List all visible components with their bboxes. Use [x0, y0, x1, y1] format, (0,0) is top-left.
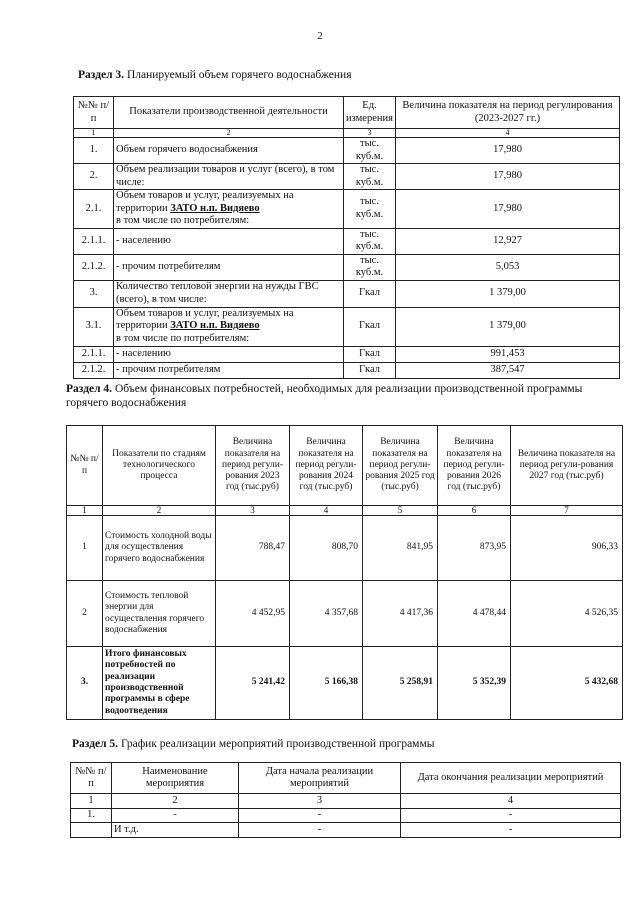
value-2025: 4 417,36	[363, 581, 438, 647]
section3-title	[78, 68, 352, 82]
table-row-total	[67, 647, 623, 720]
table-row	[74, 190, 620, 229]
col-num: 4	[290, 506, 363, 516]
col-num: 5	[363, 506, 438, 516]
table-row	[74, 307, 620, 346]
table-row	[74, 228, 620, 254]
column-number-row	[67, 506, 623, 516]
header-2025: Величина показателя на период регули-рования 2025 год (тыс.руб)	[363, 426, 438, 506]
col-num: 3	[344, 129, 396, 138]
section5-title	[72, 737, 434, 751]
row-no: 2.1.	[74, 190, 114, 229]
column-number-row	[74, 129, 620, 138]
table-row	[74, 164, 620, 190]
value-2027: 4 526,35	[511, 581, 623, 647]
table-row	[67, 516, 623, 581]
table-row	[74, 280, 620, 307]
col-num: 6	[438, 506, 511, 516]
row-no: 3.	[67, 647, 103, 720]
row-value: 12,927	[396, 228, 620, 254]
table-row	[74, 362, 620, 378]
header-indicator: Показатели по стадиям технологического процесса	[103, 426, 216, 506]
row-end: -	[401, 809, 621, 823]
value-2023: 788,47	[216, 516, 290, 581]
section5-title-text: График реализации мероприятий производственной программы	[118, 738, 435, 750]
col-num: 2	[112, 794, 239, 809]
header-2024: Величина показателя на период регули-рования 2024 год (тыс.руб)	[290, 426, 363, 506]
row-unit: Гкал	[344, 346, 396, 362]
section4-title	[66, 382, 622, 410]
table-row	[74, 138, 620, 164]
territory-name: ЗАТО н.п. Видяево	[170, 202, 260, 214]
table-row	[74, 346, 620, 362]
row-value: 17,980	[396, 164, 620, 190]
row-name-text: Объем товаров и услуг, реализуемых на территории	[116, 307, 294, 332]
row-name: Стоимость тепловой энергии для осуществления горячего водоснабжения	[103, 581, 216, 647]
row-start: -	[239, 809, 401, 823]
header-no: №№ п/п	[67, 426, 103, 506]
col-num: 4	[396, 129, 620, 138]
row-unit: тыс. куб.м.	[344, 228, 396, 254]
header-end-date: Дата окончания реализации мероприятий	[401, 763, 621, 794]
value-2026: 5 352,39	[438, 647, 511, 720]
value-2027: 5 432,68	[511, 647, 623, 720]
row-name-sub: в том числе по потребителям:	[116, 332, 250, 344]
row-value: 1 379,00	[396, 280, 620, 307]
col-num: 3	[239, 794, 401, 809]
row-unit: тыс. куб.м.	[344, 138, 396, 164]
header-indicator: Показатели производственной деятельности	[114, 97, 344, 129]
row-no	[71, 823, 112, 838]
section4-table	[66, 425, 623, 720]
column-number-row	[71, 794, 621, 809]
table-row	[67, 581, 623, 647]
table-row	[74, 254, 620, 280]
row-no: 2.1.1.	[74, 228, 114, 254]
section3-table	[73, 96, 620, 379]
row-start: -	[239, 823, 401, 838]
table-row	[71, 809, 621, 823]
row-name: - прочим потребителям	[114, 254, 344, 280]
table-header-row	[67, 426, 623, 506]
row-name: Объем горячего водоснабжения	[114, 138, 344, 164]
value-2025: 841,95	[363, 516, 438, 581]
col-num: 3	[216, 506, 290, 516]
header-unit: Ед. измерения	[344, 97, 396, 129]
row-name-sub: в том числе по потребителям:	[116, 215, 250, 226]
row-name: - населению	[114, 346, 344, 362]
header-2027: Величина показателя на период регули-рования 2027 год (тыс.руб)	[511, 426, 623, 506]
col-num: 1	[67, 506, 103, 516]
row-no: 3.	[74, 280, 114, 307]
col-num: 1	[71, 794, 112, 809]
value-2023: 4 452,95	[216, 581, 290, 647]
col-num: 2	[114, 129, 344, 138]
row-unit: Гкал	[344, 362, 396, 378]
row-value: 991,453	[396, 346, 620, 362]
header-start-date: Дата начала реализации мероприятий	[239, 763, 401, 794]
row-name: Стоимость холодной воды для осуществления горячего водоснабжения	[103, 516, 216, 581]
row-no: 1	[67, 516, 103, 581]
header-2023: Величина показателя на период регули-рования 2023 год (тыс.руб)	[216, 426, 290, 506]
row-value: 5,053	[396, 254, 620, 280]
row-value: 1 379,00	[396, 307, 620, 346]
territory-name: ЗАТО н.п. Видяево	[170, 320, 260, 332]
row-name: - прочим потребителям	[114, 362, 344, 378]
row-no: 2.	[74, 164, 114, 190]
row-name	[114, 190, 344, 229]
col-num: 2	[103, 506, 216, 516]
table-header-row	[74, 97, 620, 129]
row-unit: Гкал	[344, 307, 396, 346]
section5-title-bold: Раздел 5.	[72, 738, 119, 750]
row-name	[114, 307, 344, 346]
value-2024: 808,70	[290, 516, 363, 581]
value-2024: 4 357,68	[290, 581, 363, 647]
row-unit: тыс. куб.м.	[344, 190, 396, 229]
section3-title-text: Планируемый объем горячего водоснабжения	[124, 69, 352, 81]
row-no: 3.1.	[74, 307, 114, 346]
section5-table	[70, 762, 621, 838]
row-name: Объем реализации товаров и услуг (всего), в том числе:	[114, 164, 344, 190]
row-value: 387,547	[396, 362, 620, 378]
row-name-text: Объем товаров и услуг, реализуемых на территории	[116, 190, 294, 214]
table-header-row	[71, 763, 621, 794]
row-name: Итого финансовых потребностей по реализации производственной программы в сфере водоотведения	[103, 647, 216, 720]
row-name: И т.д.	[112, 823, 239, 838]
col-num: 7	[511, 506, 623, 516]
value-2024: 5 166,38	[290, 647, 363, 720]
row-unit: тыс. куб.м.	[344, 164, 396, 190]
row-value: 17,980	[396, 190, 620, 229]
row-name: - населению	[114, 228, 344, 254]
page-number: 2	[317, 30, 323, 42]
row-no: 2.1.1.	[74, 346, 114, 362]
row-unit: Гкал	[344, 280, 396, 307]
value-2026: 4 478,44	[438, 581, 511, 647]
value-2027: 906,33	[511, 516, 623, 581]
header-activity: Наименование мероприятия	[112, 763, 239, 794]
row-no: 2.1.2.	[74, 254, 114, 280]
section4-title-bold: Раздел 4.	[66, 383, 113, 395]
header-2026: Величина показателя на период регули-рования 2026 год (тыс.руб)	[438, 426, 511, 506]
col-num: 4	[401, 794, 621, 809]
header-no: №№ п/п	[71, 763, 112, 794]
header-no: №№ п/п	[74, 97, 114, 129]
row-no: 2	[67, 581, 103, 647]
value-2026: 873,95	[438, 516, 511, 581]
row-value: 17,980	[396, 138, 620, 164]
row-name: -	[112, 809, 239, 823]
row-name: Количество тепловой энергии на нужды ГВС (всего), в том числе:	[114, 280, 344, 307]
col-num: 1	[74, 129, 114, 138]
table-row	[71, 823, 621, 838]
header-value: Величина показателя на период регулирования (2023-2027 гг.)	[396, 97, 620, 129]
row-no: 2.1.2.	[74, 362, 114, 378]
row-no: 1.	[71, 809, 112, 823]
row-no: 1.	[74, 138, 114, 164]
section3-title-bold: Раздел 3.	[78, 69, 125, 81]
row-end: -	[401, 823, 621, 838]
value-2023: 5 241,42	[216, 647, 290, 720]
section4-title-text: Объем финансовых потребностей, необходимых для реализации производственной программы горячего водоснабжения	[66, 383, 583, 409]
row-unit: тыс. куб.м.	[344, 254, 396, 280]
value-2025: 5 258,91	[363, 647, 438, 720]
